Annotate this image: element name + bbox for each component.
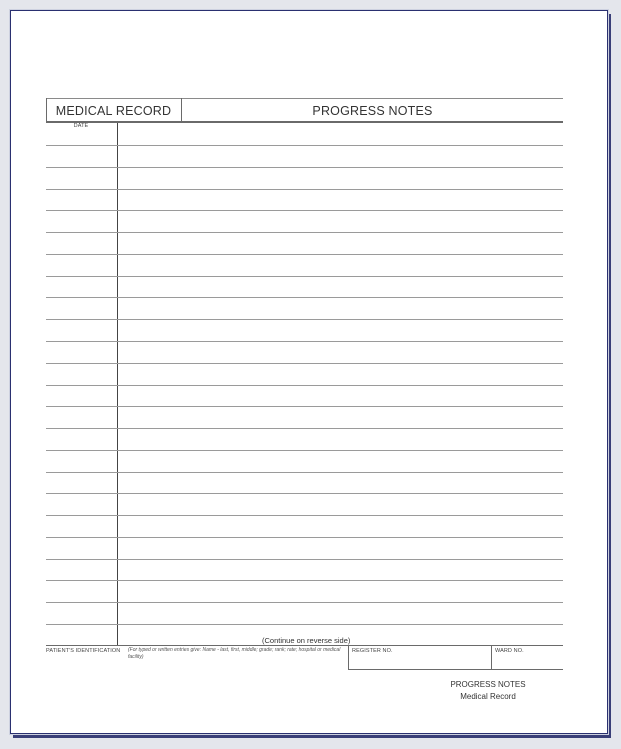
ruled-line (46, 254, 563, 255)
ruled-line (46, 167, 563, 168)
header-top-rule (46, 98, 563, 99)
register-number-label: REGISTER NO. (352, 648, 393, 654)
ruled-line (46, 515, 563, 516)
ruled-line (46, 232, 563, 233)
progress-notes-title: PROGRESS NOTES (312, 104, 433, 118)
patient-identification-label: PATIENT'S IDENTIFICATION (46, 648, 121, 654)
identification-top-rule (46, 645, 563, 646)
ruled-line (46, 385, 563, 386)
ruled-line (46, 624, 563, 625)
ruled-line (46, 559, 563, 560)
ruled-line (46, 363, 563, 364)
ruled-line (46, 580, 563, 581)
identification-instructions: (For typed or written entries give: Name - last, first, middle; grade; rank; rate; hospital or medical facility) (128, 647, 341, 660)
date-column-label: DATE (73, 123, 89, 129)
ruled-line (46, 450, 563, 451)
ruled-line (46, 276, 563, 277)
header-bottom-rule (46, 121, 563, 123)
ruled-line (46, 406, 563, 407)
date-column-divider (117, 123, 118, 645)
ward-box-left (491, 645, 492, 669)
ward-number-label: WARD NO. (495, 648, 524, 654)
ruled-line (46, 428, 563, 429)
ruled-line (46, 297, 563, 298)
ruled-line (46, 537, 563, 538)
footer-title: PROGRESS NOTES (450, 680, 526, 689)
ruled-line (46, 341, 563, 342)
ruled-line (46, 145, 563, 146)
ruled-line (46, 493, 563, 494)
ruled-line (46, 210, 563, 211)
ruled-line (46, 319, 563, 320)
medical-record-title: MEDICAL RECORD (55, 104, 172, 118)
footer-subtitle: Medical Record (460, 692, 516, 701)
register-box-left (348, 645, 349, 669)
register-box-bottom (348, 669, 563, 670)
continue-note: (Continue on reverse side) (262, 636, 351, 645)
ruled-line (46, 602, 563, 603)
ruled-line (46, 189, 563, 190)
ruled-line (46, 472, 563, 473)
